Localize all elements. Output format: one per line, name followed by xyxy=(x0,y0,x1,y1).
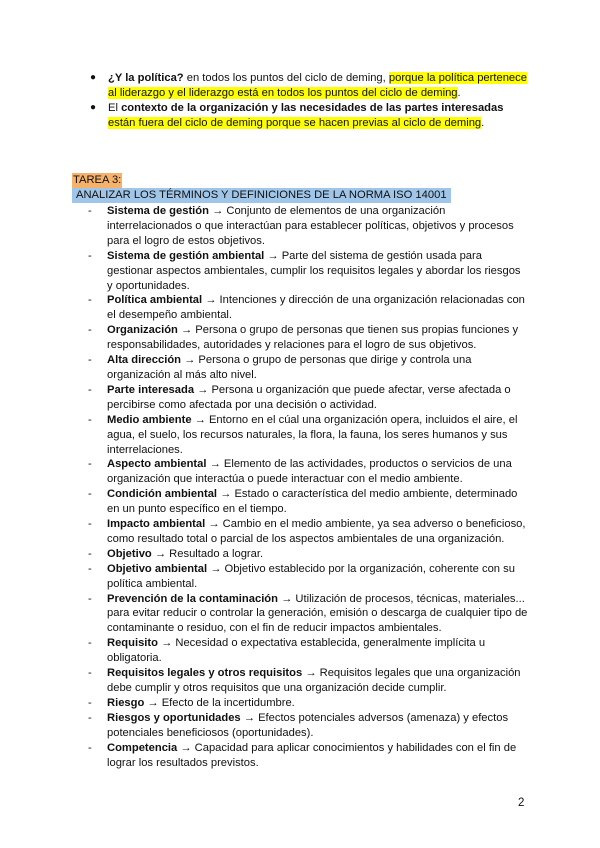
bullet-politica xyxy=(90,71,530,101)
term-name: Objetivo ambiental xyxy=(107,562,208,575)
term-name: Sistema de gestión xyxy=(107,205,209,217)
term-definition: Elemento de las actividades, productos o servicios de una organización que interactúa o puede interactuar con el medio ambiente. xyxy=(107,458,512,486)
term-name: Objetivo xyxy=(107,547,152,560)
bullet-dot-icon: ● xyxy=(90,72,97,83)
term-name: Competencia xyxy=(107,741,178,754)
bullet-pre: El xyxy=(108,101,122,114)
term-item xyxy=(88,323,528,353)
arrow-icon: → xyxy=(212,205,224,217)
term-item xyxy=(88,741,528,771)
intro-bullet-list xyxy=(90,71,530,131)
arrow-icon: → xyxy=(243,711,255,724)
bullet-highlight: están fuera del ciclo de deming porque se hacen previas al ciclo de deming xyxy=(108,116,482,129)
term-definition: Persona o grupo de personas que tienen sus propias funciones y responsabilidades, autoridades y relaciones para el logro de sus objetivos. xyxy=(107,324,519,352)
term-name: Requisito xyxy=(107,637,158,650)
arrow-icon: → xyxy=(180,324,193,337)
term-name: Requisitos legales y otros requisitos xyxy=(107,667,303,680)
dash-bullet-icon: - xyxy=(88,518,92,531)
term-name: Riesgo xyxy=(107,696,145,709)
arrow-icon: → xyxy=(209,458,221,471)
dash-bullet-icon: - xyxy=(88,383,92,396)
term-item xyxy=(88,696,528,711)
term-name: Medio ambiente xyxy=(107,413,192,426)
dash-bullet-icon: - xyxy=(88,592,92,605)
dash-bullet-icon: - xyxy=(88,562,92,575)
task-title: TAREA 3: xyxy=(73,174,122,186)
page-number: 2 xyxy=(518,797,525,809)
arrow-icon: → xyxy=(210,562,222,575)
dash-bullet-icon: - xyxy=(88,547,92,560)
term-item xyxy=(88,204,528,249)
term-definition: Cambio en el medio ambiente, ya sea adverso o beneficioso, como resultado total o parcial de los aspectos ambientales de una organización. xyxy=(107,518,526,545)
arrow-icon: → xyxy=(197,383,209,396)
arrow-icon: → xyxy=(267,249,279,262)
term-definition: Parte del sistema de gestión usada para gestionar aspectos ambientales, cumplir los requisitos legales y abordar los riesgos y oportunidades. xyxy=(107,249,521,292)
dash-bullet-icon: - xyxy=(88,413,92,426)
dash-bullet-icon: - xyxy=(88,637,92,650)
term-definition: Utilización de procesos, técnicas, materiales... para evitar reducir o controlar la generación, emisión o descarga de cualquier tipo de contaminante o residuo, con el fin de reducir impactos ambientales. xyxy=(107,592,528,635)
dash-bullet-icon: - xyxy=(88,696,92,709)
arrow-icon: → xyxy=(147,696,159,709)
term-item xyxy=(88,293,528,323)
term-item xyxy=(88,517,528,547)
term-item xyxy=(88,666,528,696)
term-item xyxy=(88,353,528,383)
dash-bullet-icon: - xyxy=(88,249,92,262)
dash-bullet-icon: - xyxy=(88,354,92,367)
term-item xyxy=(88,547,528,562)
section-title: ANALIZAR LOS TÉRMINOS Y DEFINICIONES DE LA NORMA ISO 14001 xyxy=(72,188,451,203)
arrow-icon: → xyxy=(305,667,317,680)
dash-bullet-icon: - xyxy=(88,741,92,754)
arrow-icon: → xyxy=(220,488,232,501)
term-definition: Estado o característica del medio ambiente, determinado en un punto específico en el tiempo. xyxy=(107,488,518,516)
term-item xyxy=(88,457,528,487)
term-definition: Necesidad o expectativa establecida, generalmente implícita u obligatoria. xyxy=(107,637,486,665)
dash-bullet-icon: - xyxy=(88,667,92,680)
arrow-icon: → xyxy=(180,741,192,754)
bullet-dot-icon: ● xyxy=(90,101,97,113)
term-item xyxy=(88,249,528,294)
term-definition: Entorno en el cúal una organización opera, incluidos el aire, el agua, el suelo, los recursos naturales, la flora, la fauna, los seres humanos y sus interrelaciones. xyxy=(107,413,518,456)
term-definition: Capacidad para aplicar conocimientos y habilidades con el fin de lograr los resultados previstos. xyxy=(107,741,517,769)
arrow-icon: → xyxy=(281,592,293,605)
term-definition: Objetivo establecido por la organización, coherente con su política ambiental. xyxy=(107,562,515,590)
bullet-highlight: porque la política pertenece al liderazgo y el liderazgo está en todos los puntos del ciclo de deming xyxy=(108,72,527,99)
term-item xyxy=(88,592,528,637)
arrow-icon: → xyxy=(194,413,206,426)
terms-list xyxy=(88,204,528,770)
term-item xyxy=(88,636,528,666)
term-item xyxy=(88,711,528,741)
dash-bullet-icon: - xyxy=(88,488,92,501)
bullet-tail: . xyxy=(457,86,461,99)
term-definition: Conjunto de elementos de una organización interrelacionados o que interactúan para establecer políticas, objetivos y procesos para el logro de estos objetivos. xyxy=(107,205,514,247)
term-definition: Efectos potenciales adversos (amenaza) y efectos potenciales beneficiosos (oportunidades). xyxy=(107,711,509,739)
term-name: Organización xyxy=(107,324,178,337)
term-name: Política ambiental xyxy=(107,294,203,307)
term-name: Aspecto ambiental xyxy=(107,458,207,471)
bullet-tail: . xyxy=(481,116,485,129)
term-name: Sistema de gestión ambiental xyxy=(107,249,265,262)
dash-bullet-icon: - xyxy=(88,324,92,337)
term-item xyxy=(88,383,528,413)
term-definition: Resultado a lograr. xyxy=(169,547,264,560)
term-item xyxy=(88,487,528,517)
arrow-icon: → xyxy=(184,354,196,367)
term-definition: Intenciones y dirección de una organización relacionadas con el desempeño ambiental. xyxy=(107,294,525,322)
dash-bullet-icon: - xyxy=(88,205,92,217)
arrow-icon: → xyxy=(161,637,173,650)
term-definition: Persona o grupo de personas que dirige y controla una organización al más alto nivel. xyxy=(107,354,472,381)
dash-bullet-icon: - xyxy=(88,711,92,724)
arrow-icon: → xyxy=(154,547,167,560)
term-definition: Efecto de la incertidumbre. xyxy=(161,696,295,709)
term-name: Riesgos y oportunidades xyxy=(107,711,241,724)
bullet-bold: contexto de la organización y las necesidades de las partes interesadas xyxy=(121,101,504,114)
arrow-icon: → xyxy=(208,518,220,531)
term-name: Alta dirección xyxy=(107,354,181,367)
bullet-contexto xyxy=(90,101,530,131)
term-item xyxy=(88,562,528,592)
term-name: Condición ambiental xyxy=(107,488,218,501)
term-item xyxy=(88,413,528,458)
term-name: Prevención de la contaminación xyxy=(107,592,278,605)
dash-bullet-icon: - xyxy=(88,458,92,471)
term-name: Impacto ambiental xyxy=(107,518,206,531)
term-definition: Persona u organización que puede afectar, verse afectada o percibirse como afectada por una decisión o actividad. xyxy=(107,383,511,411)
bullet-bold: ¿Y la política? xyxy=(108,72,184,84)
dash-bullet-icon: - xyxy=(88,294,92,307)
arrow-icon: → xyxy=(205,294,217,307)
term-name: Parte interesada xyxy=(107,383,195,396)
term-definition: Requisitos legales que una organización debe cumplir y otros requisitos que una organización decide cumplir. xyxy=(107,667,521,694)
bullet-text: en todos los puntos del ciclo de deming, xyxy=(183,72,389,84)
